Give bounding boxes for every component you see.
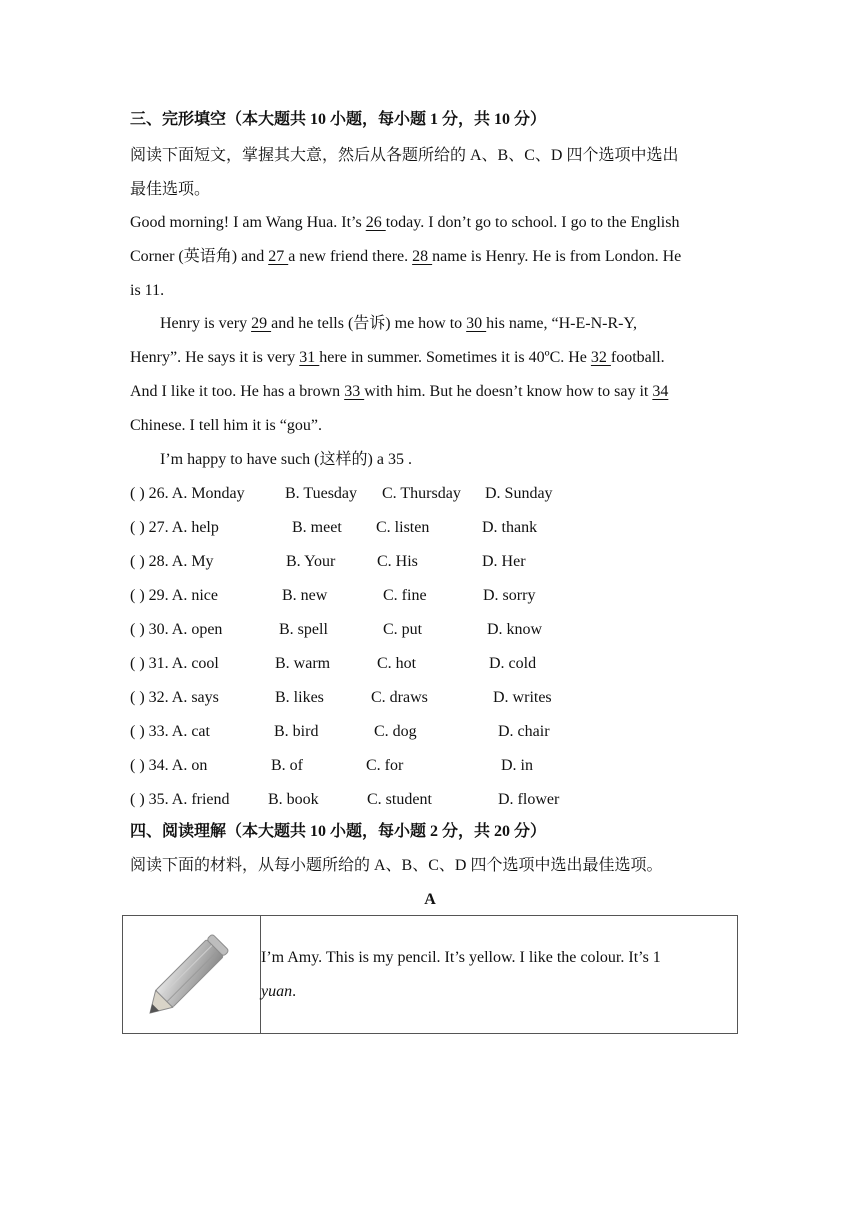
passage-text: a new friend there. bbox=[288, 248, 413, 265]
question-prefix: ( ) 30. A. open bbox=[130, 621, 223, 638]
option-b: B. book bbox=[268, 791, 319, 808]
blank-32: 32 bbox=[590, 349, 611, 366]
option-c: C. put bbox=[383, 621, 423, 638]
option-b: B. of bbox=[271, 757, 303, 774]
option-c: C. draws bbox=[371, 689, 428, 706]
option-b: B. warm bbox=[275, 655, 331, 672]
passage-text: Good morning! I am Wang Hua. It’s bbox=[130, 214, 366, 231]
passage-line-1 bbox=[130, 213, 679, 233]
question-prefix: ( ) 35. A. friend bbox=[130, 791, 230, 808]
option-d: D. chair bbox=[498, 723, 550, 740]
question-prefix: ( ) 28. A. My bbox=[130, 553, 214, 570]
option-c: C. fine bbox=[383, 587, 427, 604]
passage-text: here in summer. Sometimes it is 40ºC. He bbox=[319, 349, 591, 366]
passage-text: Corner (英语角) and bbox=[130, 248, 269, 265]
passage-text: today. I don’t go to school. I go to the English bbox=[385, 214, 680, 231]
section-4-title: 四、阅读理解（本大题共 10 小题，每小题 2 分，共 20 分） bbox=[130, 823, 547, 840]
section-4-instructions: 阅读下面的材料，从每小题所给的 A、B、C、D 四个选项中选出最佳选项。 bbox=[130, 857, 663, 874]
section-3-instructions-line1: 阅读下面短文，掌握其大意，然后从各题所给的 A、B、C、D 四个选项中选出 bbox=[130, 147, 679, 164]
blank-27: 27 bbox=[268, 248, 289, 265]
passage-line-2 bbox=[130, 247, 681, 267]
card-text-end: . bbox=[292, 982, 297, 1000]
option-d: D. flower bbox=[498, 791, 560, 808]
passage-text: Henry is very bbox=[160, 315, 252, 332]
passage-text: Henry”. He says it is very bbox=[130, 349, 300, 366]
section-3-title: 三、完形填空（本大题共 10 小题，每小题 1 分，共 10 分） bbox=[130, 111, 547, 128]
option-d: D. writes bbox=[493, 689, 552, 706]
option-d: D. Sunday bbox=[485, 485, 553, 502]
option-c: C. Thursday bbox=[382, 485, 461, 502]
blank-29: 29 bbox=[251, 315, 272, 332]
pencil-image-cell bbox=[123, 916, 261, 1034]
passage-text: with him. But he doesn’t know how to say it bbox=[364, 383, 653, 400]
reading-card-text bbox=[261, 916, 738, 1034]
passage-text: football. bbox=[610, 349, 665, 366]
option-d: D. in bbox=[501, 757, 533, 774]
question-prefix: ( ) 29. A. nice bbox=[130, 587, 218, 604]
option-d: D. sorry bbox=[483, 587, 536, 604]
question-prefix: ( ) 32. A. says bbox=[130, 689, 219, 706]
reading-card-table bbox=[122, 915, 738, 1034]
option-d: D. know bbox=[487, 621, 543, 638]
blank-31: 31 bbox=[299, 349, 320, 366]
question-prefix: ( ) 27. A. help bbox=[130, 519, 219, 536]
option-c: C. student bbox=[367, 791, 432, 808]
option-d: D. cold bbox=[489, 655, 537, 672]
passage-line-6 bbox=[130, 382, 668, 402]
passage-line-7: Chinese. I tell him it is “gou”. bbox=[130, 417, 322, 434]
option-b: B. spell bbox=[279, 621, 328, 638]
passage-line-5 bbox=[130, 348, 665, 368]
card-text-yuan: yuan bbox=[261, 982, 293, 1000]
question-prefix: ( ) 26. A. Monday bbox=[130, 485, 245, 502]
option-c: C. hot bbox=[377, 655, 417, 672]
option-c: C. His bbox=[377, 553, 418, 570]
passage-line-8: I’m happy to have such (这样的) a 35 . bbox=[160, 451, 412, 468]
section-3-instructions-line2: 最佳选项。 bbox=[130, 181, 211, 198]
blank-26: 26 bbox=[365, 214, 386, 231]
option-b: B. Your bbox=[286, 553, 336, 570]
option-c: C. listen bbox=[376, 519, 430, 536]
pencil-icon bbox=[123, 916, 260, 1028]
option-b: B. likes bbox=[275, 689, 324, 706]
option-b: B. Tuesday bbox=[285, 485, 358, 502]
question-prefix: ( ) 31. A. cool bbox=[130, 655, 219, 672]
card-text-line1: I’m Amy. This is my pencil. It’s yellow. I like the colour. It’s 1 bbox=[261, 948, 661, 966]
passage-line-3: is 11. bbox=[130, 282, 165, 299]
passage-line-4 bbox=[160, 314, 637, 334]
option-c: C. dog bbox=[374, 723, 417, 740]
passage-text: name is Henry. He is from London. He bbox=[432, 248, 682, 265]
option-b: B. meet bbox=[292, 519, 342, 536]
question-prefix: ( ) 34. A. on bbox=[130, 757, 208, 774]
option-d: D. thank bbox=[482, 519, 538, 536]
part-a-label: A bbox=[424, 891, 436, 908]
option-d: D. Her bbox=[482, 553, 526, 570]
passage-text: And I like it too. He has a brown bbox=[130, 383, 345, 400]
option-b: B. new bbox=[282, 587, 328, 604]
passage-text: his name, “H-E-N-R-Y, bbox=[486, 315, 637, 332]
option-c: C. for bbox=[366, 757, 404, 774]
blank-33: 33 bbox=[344, 383, 365, 400]
option-b: B. bird bbox=[274, 723, 319, 740]
passage-text: and he tells (告诉) me how to bbox=[271, 315, 467, 332]
blank-28: 28 bbox=[412, 248, 433, 265]
blank-30: 30 bbox=[466, 315, 487, 332]
question-prefix: ( ) 33. A. cat bbox=[130, 723, 210, 740]
blank-34: 34 bbox=[652, 383, 669, 400]
